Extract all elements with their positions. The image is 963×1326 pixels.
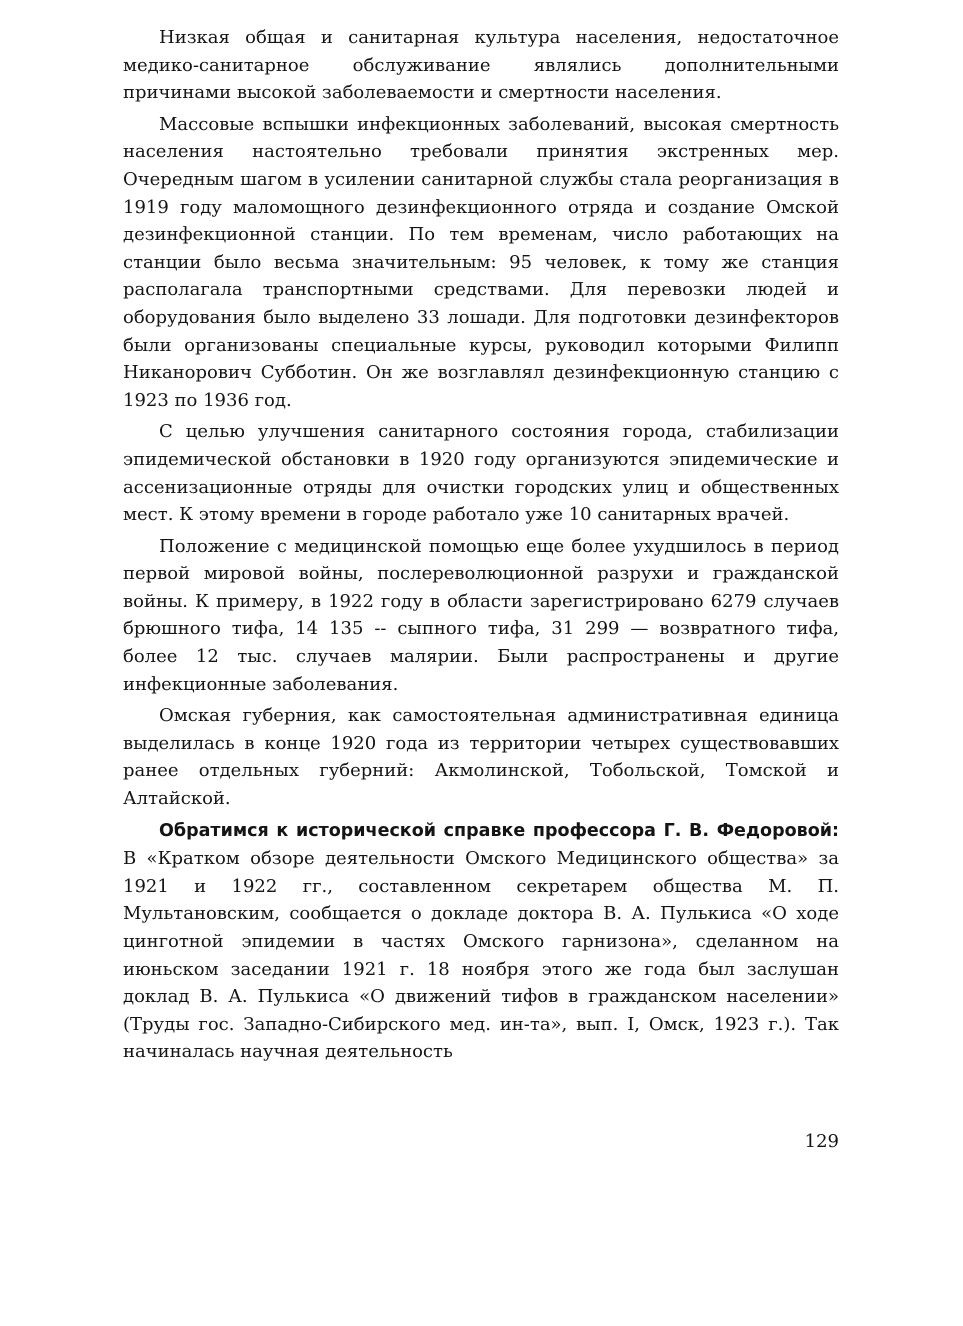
paragraph-1: Низкая общая и санитарная культура населения, недостаточное медико-санитарное обслуживание являлись дополнительными причинами высокой заболеваемости и смертности населения. xyxy=(123,27,839,104)
paragraph-5: Омская губерния, как самостоятельная административная единица выделилась в конце 1920 года из территории четырех существовавших ранее отдельных губерний: Акмолинской, Тобольской, Томской и Алтайской. xyxy=(123,705,839,810)
paragraph-3: С целью улучшения санитарного состояния города, стабилизации эпидемической обстановки в 1920 году организуются эпидемические и ассенизационные отряды для очистки городских улиц и общественных мест. К этому времени в городе работало уже 10 санитарных врачей. xyxy=(123,421,839,526)
page-body xyxy=(123,24,839,1070)
paragraph-6 xyxy=(123,817,839,1066)
page-number: 129 xyxy=(804,1131,839,1152)
paragraph-6-bold-lead: Обратимся к исторической справке профессора Г. В. Федоровой: xyxy=(159,820,839,841)
paragraph-6-text: В «Кратком обзоре деятельности Омского Медицинского общества» за 1921 и 1922 гг., составленном секретарем общества М. П. Мультановским, сообщается о докладе доктора В. А. Пулькиса «О ходе цинготной эпидемии в частях Омского гарнизона», сделанном на июньском заседании 1921 г. 18 ноября этого же года был заслушан доклад В. А. Пулькиса «О движений тифов в гражданском населении» (Труды гос. Западно-Сибирского мед. ин-та», вып. I, Омск, 1923 г.). Так начиналась научная деятельность xyxy=(123,848,839,1063)
paragraph-2: Массовые вспышки инфекционных заболеваний, высокая смертность населения настоятельно требовали принятия экстренных мер. Очередным шагом в усилении санитарной службы стала реорганизация в 1919 году маломощного дезинфекционного отряда и создание Омской дезинфекционной станции. По тем временам, число работающих на станции было весьма значительным: 95 человек, к тому же станция располагала транспортными средствами. Для перевозки людей и оборудования было выделено 33 лошади. Для подготовки дезинфекторов были организованы специальные курсы, руководил которыми Филипп Никанорович Субботин. Он же возглавлял дезинфекционную станцию с 1923 по 1936 год. xyxy=(123,113,839,411)
paragraph-4: Положение с медицинской помощью еще более ухудшилось в период первой мировой войны, послереволюционной разрухи и гражданской войны. К примеру, в 1922 году в области зарегистрировано 6279 случаев брюшного тифа, 14 135 -- сыпного тифа, 31 299 — возвратного тифа, более 12 тыс. случаев малярии. Были распространены и другие инфекционные заболевания. xyxy=(123,535,839,695)
